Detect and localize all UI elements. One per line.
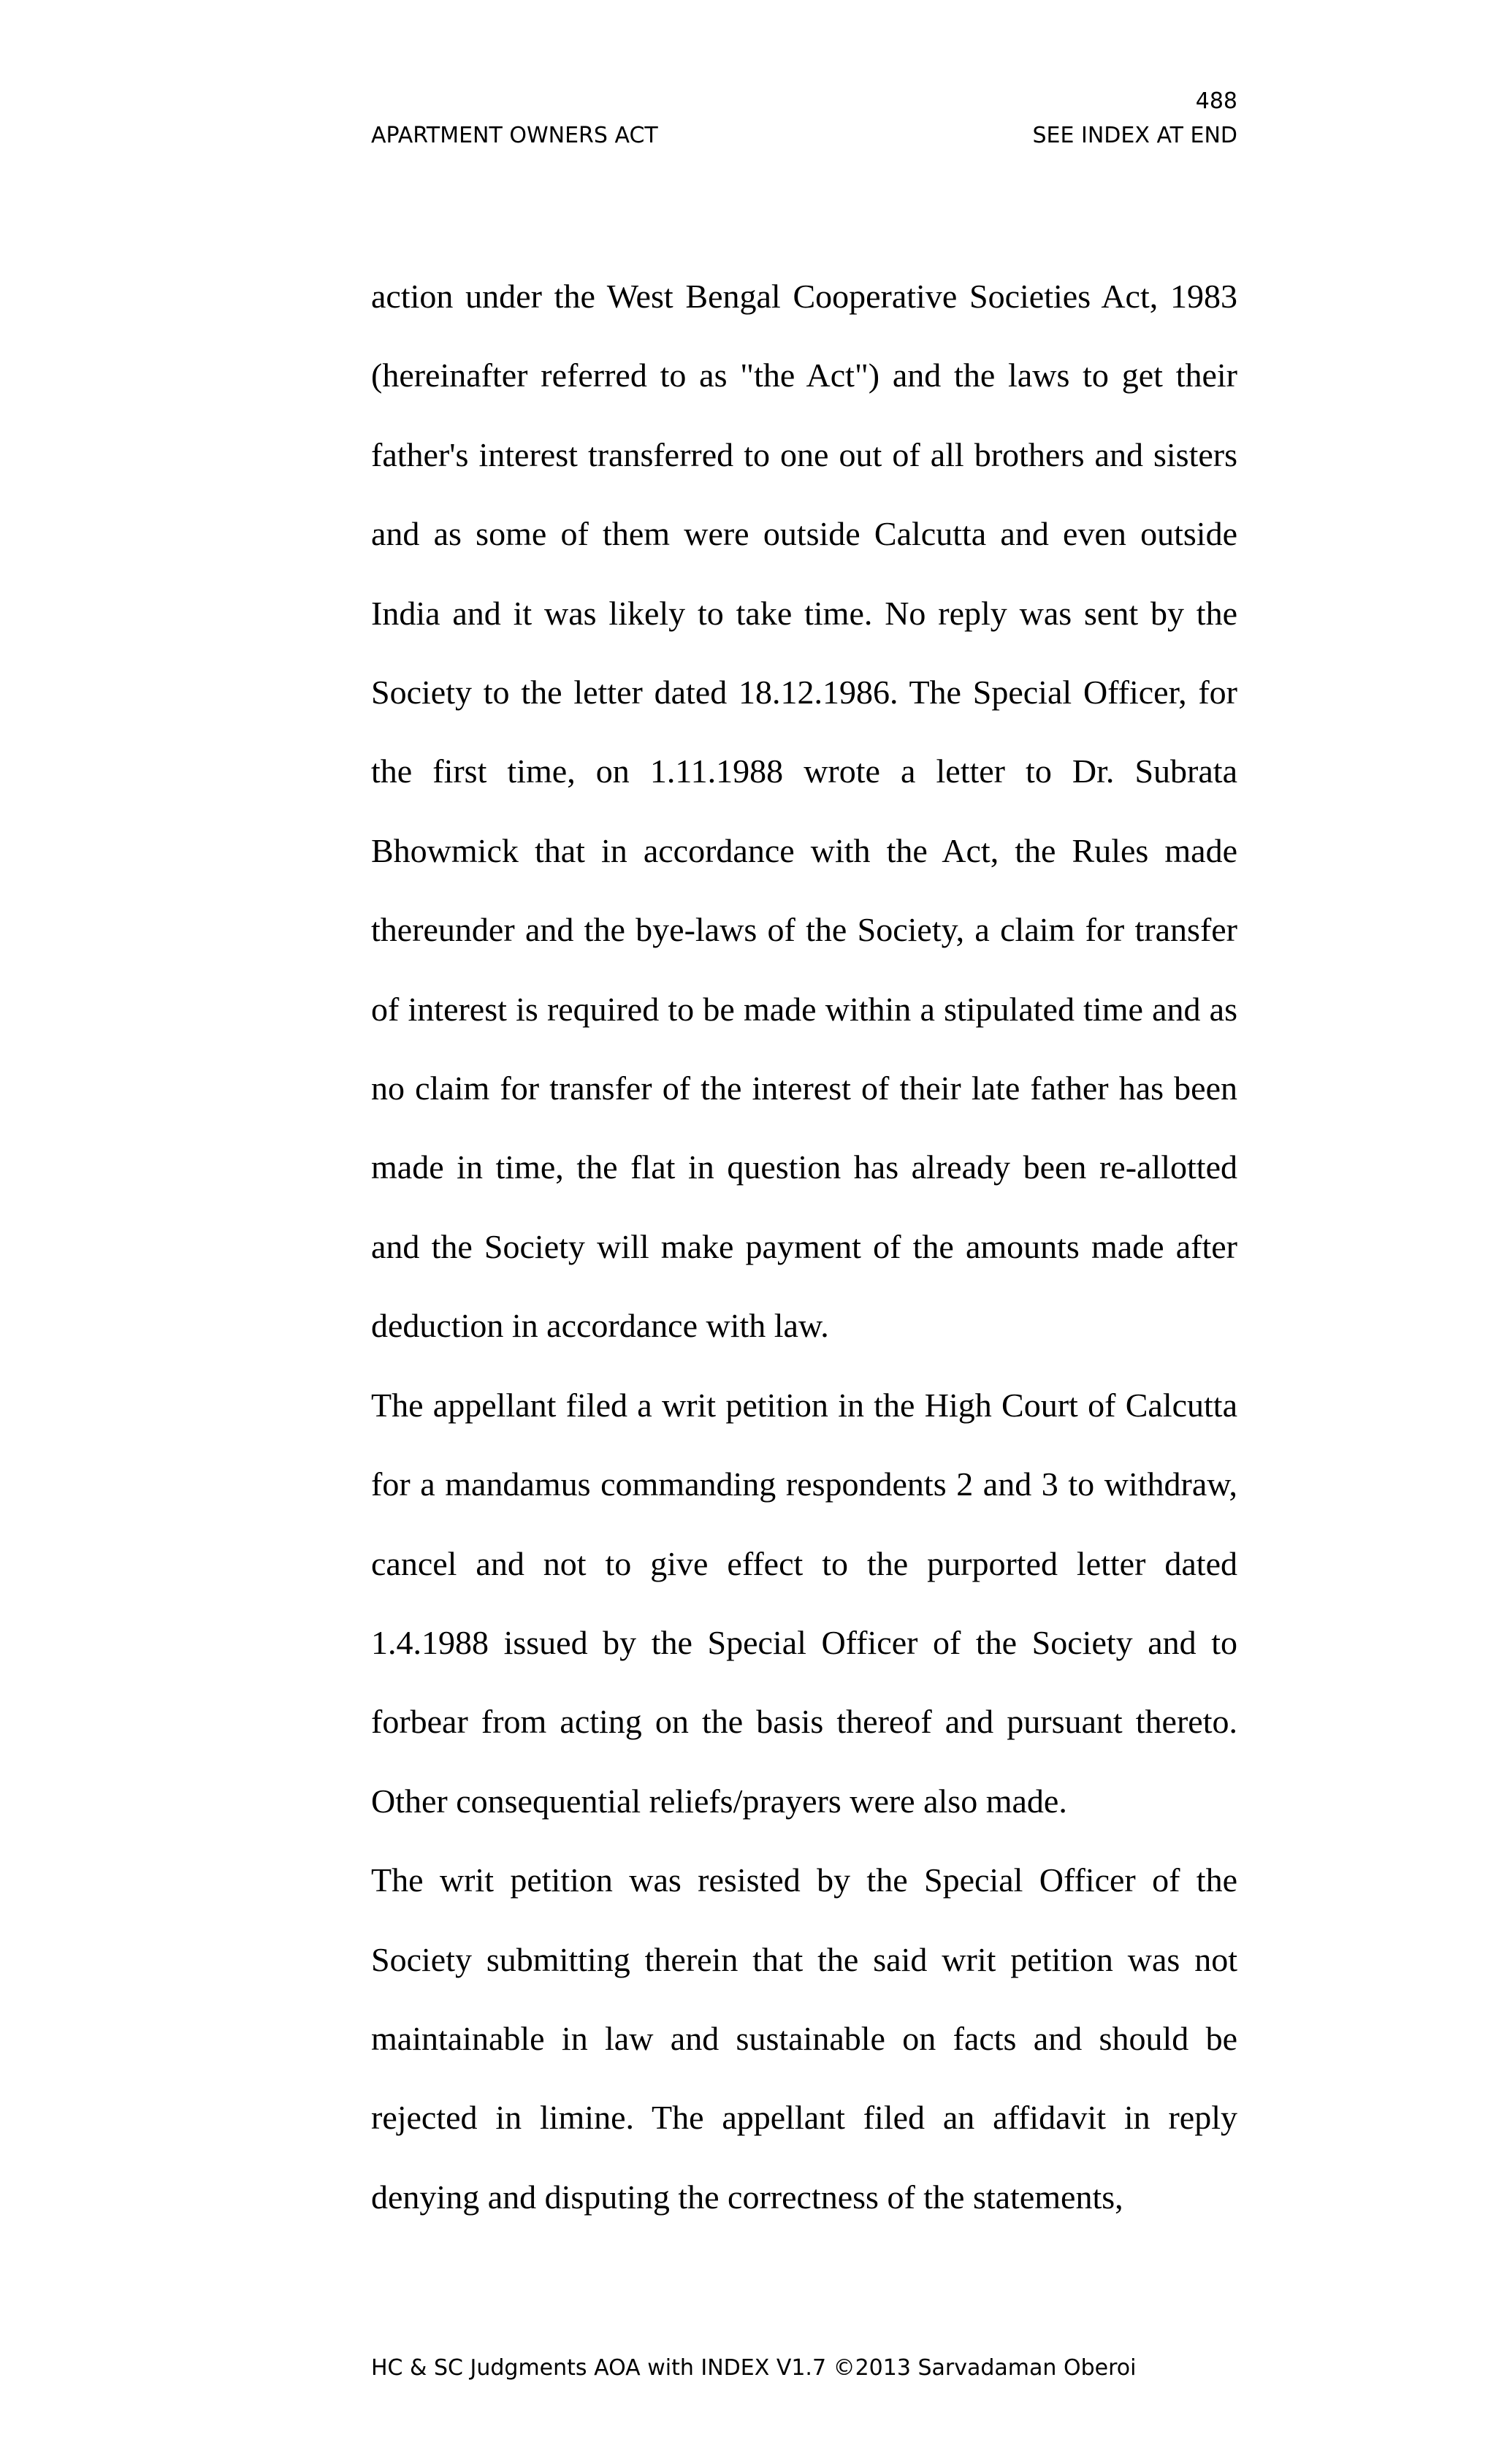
body-text bbox=[371, 257, 1237, 2237]
page-footer: HC & SC Judgments AOA with INDEX V1.7 ©2013 Sarvadaman Oberoi bbox=[371, 2355, 1137, 2381]
paragraph-1: action under the West Bengal Cooperative Societies Act, 1983 (hereinafter referred to as "the Act") and the laws to get their father's interest transferred to one out of all brothers and sisters and as some of them were outside Calcutta and even outside India and it was likely to take time. No reply was sent by the Society to the letter dated 18.12.1986. The Special Officer, for the first time, on 1.11.1988 wrote a letter to Dr. Subrata Bhowmick that in accordance with the Act, the Rules made thereunder and the bye-laws of the Society, a claim for transfer of interest is required to be made within a stipulated time and as no claim for transfer of the interest of their late father has been made in time, the flat in question has already been re-allotted and the Society will make payment of the amounts made after deduction in accordance with law. bbox=[371, 278, 1237, 1345]
running-header-index-note: SEE INDEX AT END bbox=[1032, 123, 1237, 148]
page-number: 488 bbox=[1195, 88, 1237, 114]
paragraph-2: The appellant filed a writ petition in the High Court of Calcutta for a mandamus commanding respondents 2 and 3 to withdraw, cancel and not to give effect to the purported letter dated 1.4.1988 issued by the Special Officer of the Society and to forbear from acting on the basis thereof and pursuant thereto. Other consequential reliefs/prayers were also made. bbox=[371, 1386, 1237, 1820]
paragraph-3: The writ petition was resisted by the Special Officer of the Society submitting therein that the said writ petition was not maintainable in law and sustainable on facts and should be rejected in limine. The appellant filed an affidavit in reply denying and disputing the correctness of the statements, bbox=[371, 1861, 1237, 2216]
running-header-title: APARTMENT OWNERS ACT bbox=[371, 123, 658, 148]
